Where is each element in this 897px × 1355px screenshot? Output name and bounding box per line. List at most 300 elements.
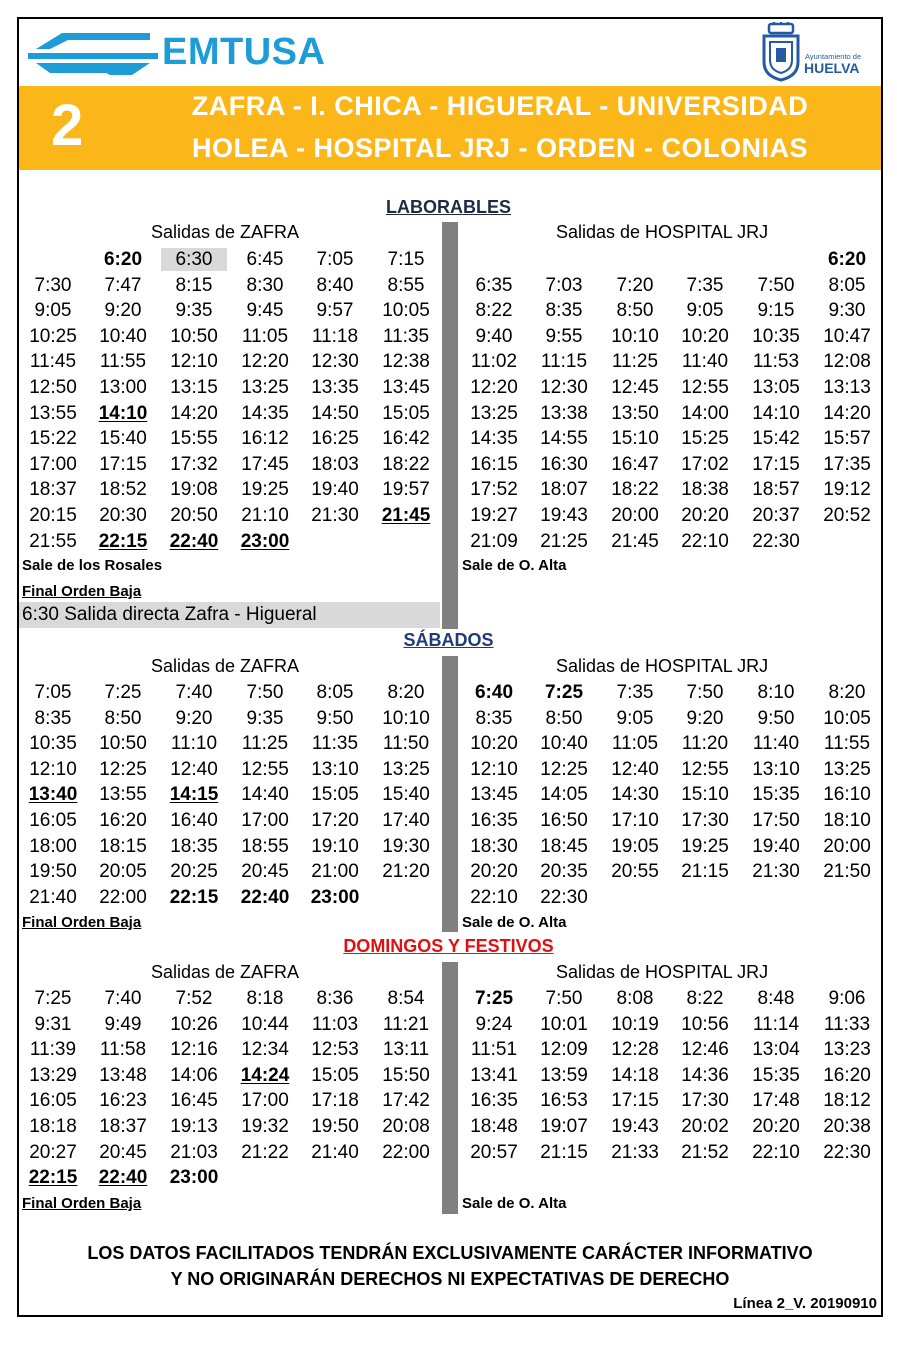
departure-time-zafra: 12:34 — [241, 1039, 289, 1061]
column-divider — [442, 222, 458, 629]
departure-time-hospital: 13:25 — [470, 402, 518, 424]
departure-time-hospital: 10:20 — [681, 325, 729, 347]
departure-time-zafra: 12:40 — [170, 758, 218, 780]
departure-time-hospital: 12:28 — [611, 1039, 659, 1061]
departure-time-hospital: 8:35 — [475, 707, 513, 729]
departure-time-zafra: 8:20 — [387, 682, 425, 703]
departure-time-zafra: 13:55 — [29, 402, 77, 424]
departure-time-hospital: 13:41 — [470, 1064, 518, 1086]
departure-time-zafra: 7:52 — [175, 988, 213, 1009]
departure-time-hospital: 12:55 — [681, 758, 729, 780]
section-title-sabados: SÁBADOS — [403, 630, 494, 650]
departure-time-hospital: 7:50 — [545, 988, 583, 1009]
departure-time-zafra: 13:00 — [99, 377, 147, 398]
note-sale-o-alta: Sale de O. Alta — [462, 914, 567, 931]
departure-time-hospital: 12:40 — [611, 758, 659, 780]
departure-time-hospital: 8:22 — [475, 300, 513, 322]
departure-time-zafra: 18:52 — [99, 479, 147, 501]
departure-time-zafra: 20:30 — [99, 505, 147, 526]
departure-time-hospital: 21:33 — [611, 1141, 659, 1163]
departure-time-hospital: 14:18 — [611, 1064, 659, 1086]
departure-time-hospital: 12:46 — [681, 1039, 729, 1061]
departure-time-hospital: 16:35 — [470, 810, 518, 831]
departure-time-zafra: 17:40 — [382, 810, 430, 831]
departure-time-hospital: 9:05 — [686, 300, 724, 322]
departure-time-hospital: 13:05 — [752, 377, 800, 398]
version-label: Línea 2_V. 20190910 — [733, 1295, 877, 1312]
departure-time-zafra: 19:30 — [382, 835, 430, 857]
departure-time-hospital: 14:20 — [823, 402, 871, 424]
departure-time-zafra: 16:42 — [382, 428, 430, 450]
departure-time-hospital: 12:09 — [540, 1039, 588, 1061]
departure-time-zafra: 18:00 — [29, 835, 77, 857]
departure-time-hospital: 18:12 — [823, 1090, 871, 1112]
departure-time-hospital: 17:10 — [611, 810, 659, 831]
departure-time-zafra: 20:15 — [29, 505, 77, 526]
departure-time-hospital: 12:08 — [823, 351, 871, 373]
departure-time-hospital: 20:20 — [681, 505, 729, 526]
departure-time-zafra: 12:50 — [29, 377, 77, 398]
departure-time-zafra: 16:05 — [29, 1090, 77, 1112]
note-sale-o-alta: Sale de O. Alta — [462, 1195, 567, 1212]
direction-label-zafra: Salidas de ZAFRA — [151, 222, 300, 242]
departure-time-zafra: 19:40 — [311, 479, 359, 501]
departure-time-zafra: 10:44 — [241, 1013, 289, 1035]
departure-time-zafra: 13:55 — [99, 784, 147, 806]
departure-time-hospital: 16:53 — [540, 1090, 588, 1112]
departure-time-hospital: 17:30 — [681, 810, 729, 831]
departure-time-hospital: 11:15 — [540, 351, 588, 373]
departure-time-zafra: 14:20 — [170, 402, 218, 424]
direction-label-zafra: Salidas de ZAFRA — [151, 656, 300, 676]
emtusa-logo — [28, 25, 358, 83]
departure-time-zafra: 16:20 — [99, 810, 147, 831]
direct-service-note — [19, 602, 440, 628]
departure-time-zafra: 8:18 — [246, 988, 284, 1009]
departure-time-zafra: 8:15 — [175, 274, 213, 296]
departure-time-hospital: 8:50 — [545, 707, 583, 729]
departure-time-hospital: 13:25 — [823, 758, 871, 780]
departure-time-hospital: 17:35 — [823, 453, 871, 475]
departure-time-hospital: 22:30 — [823, 1141, 871, 1163]
departure-time-hospital: 19:27 — [470, 505, 518, 526]
departure-time-hospital: 21:45 — [611, 530, 659, 552]
departure-time-zafra: 9:31 — [34, 1013, 72, 1035]
departure-time-zafra: 10:50 — [170, 325, 218, 347]
departure-time-hospital: 18:22 — [611, 479, 659, 501]
departure-time-hospital: 8:05 — [828, 274, 866, 296]
departure-time-hospital: 18:07 — [540, 479, 588, 501]
departure-time-hospital: 7:03 — [545, 274, 583, 296]
departure-time-zafra: 10:10 — [382, 707, 430, 729]
disclaimer — [19, 1240, 881, 1292]
departure-time-zafra: 11:58 — [99, 1039, 147, 1061]
departure-time-zafra: 16:40 — [170, 810, 218, 831]
departure-time-zafra: 13:15 — [170, 377, 218, 398]
departure-time-zafra: 8:54 — [387, 988, 425, 1009]
departure-time-hospital: 13:23 — [823, 1039, 871, 1061]
departure-time-hospital: 10:40 — [540, 733, 588, 755]
departure-time-zafra: 12:55 — [241, 758, 289, 780]
departure-time-zafra: 13:11 — [382, 1039, 430, 1061]
direct-service-text: 6:30 Salida directa Zafra - Higueral — [22, 604, 317, 625]
departure-time-zafra: 10:25 — [29, 325, 77, 347]
departure-time-hospital: 12:45 — [611, 377, 659, 398]
departure-time-hospital: 11:40 — [752, 733, 800, 755]
departure-time-zafra: 11:55 — [99, 351, 147, 373]
departure-time-hospital: 7:50 — [757, 274, 795, 296]
departure-time-hospital: 11:02 — [470, 351, 518, 373]
departure-time-zafra: 23:00 — [240, 530, 290, 552]
departure-time-hospital: 11:20 — [681, 733, 729, 755]
departure-time-hospital: 19:43 — [540, 505, 588, 526]
departure-time-zafra: 8:50 — [104, 707, 142, 729]
departure-time-zafra: 10:26 — [170, 1013, 218, 1035]
departure-time-hospital: 14:05 — [540, 784, 588, 806]
departure-time-hospital: 20:35 — [540, 861, 588, 883]
departure-time-hospital: 8:10 — [757, 682, 795, 703]
departure-time-hospital: 20:00 — [611, 505, 659, 526]
departure-time-hospital: 19:25 — [681, 835, 729, 857]
departure-time-zafra: 15:55 — [170, 428, 218, 450]
departure-time-hospital: 20:20 — [752, 1116, 800, 1137]
direction-label-hospital: Salidas de HOSPITAL JRJ — [556, 962, 769, 982]
departure-time-hospital: 9:06 — [828, 988, 866, 1009]
departure-time-zafra: 14:50 — [311, 402, 359, 424]
departure-time-hospital: 11:40 — [681, 351, 729, 373]
departure-time-hospital: 9:50 — [757, 707, 795, 729]
departure-time-zafra: 20:27 — [29, 1141, 77, 1163]
departure-time-zafra: 17:20 — [311, 810, 359, 831]
departure-time-zafra: 8:55 — [387, 274, 425, 296]
departure-time-hospital: 10:01 — [540, 1013, 588, 1035]
departure-time-zafra: 8:36 — [316, 988, 354, 1009]
departure-time-hospital: 22:10 — [681, 530, 729, 552]
departure-time-hospital: 16:15 — [470, 453, 518, 475]
departure-time-hospital: 10:10 — [611, 325, 659, 347]
departure-time-hospital: 9:30 — [828, 300, 866, 322]
departure-time-zafra: 22:40 — [240, 886, 290, 908]
departure-time-zafra: 21:30 — [311, 505, 359, 526]
departure-time-zafra: 18:37 — [29, 479, 77, 501]
departure-time-zafra: 13:10 — [311, 758, 359, 780]
departure-time-hospital: 15:57 — [823, 428, 871, 450]
departure-time-zafra: 17:00 — [241, 810, 289, 831]
departure-time-hospital: 20:02 — [681, 1116, 729, 1137]
departure-time-hospital: 9:20 — [686, 707, 724, 729]
departure-time-hospital: 13:45 — [470, 784, 518, 806]
note-sale-rosales: Sale de los Rosales — [22, 557, 163, 574]
departure-time-hospital: 20:52 — [823, 505, 871, 526]
departure-time-hospital: 18:45 — [540, 835, 588, 857]
departure-time-zafra: 21:40 — [311, 1141, 359, 1163]
departure-time-hospital: 10:20 — [470, 733, 518, 755]
departure-time-hospital: 16:20 — [823, 1064, 871, 1086]
departure-time-zafra: 16:23 — [99, 1090, 147, 1112]
departure-time-hospital: 19:40 — [752, 835, 800, 857]
departure-time-hospital: 21:15 — [681, 861, 729, 883]
departure-time-zafra: 11:35 — [311, 733, 359, 755]
departure-time-hospital: 21:30 — [752, 861, 800, 883]
departure-time-hospital: 8:48 — [757, 988, 795, 1009]
departure-time-hospital: 18:48 — [470, 1116, 518, 1137]
departure-time-zafra: 10:40 — [99, 325, 147, 347]
departure-time-hospital: 18:10 — [823, 810, 871, 831]
departure-time-zafra: 18:37 — [99, 1116, 147, 1137]
departure-time-hospital: 10:19 — [611, 1013, 659, 1035]
departure-time-zafra: 9:57 — [316, 300, 354, 322]
departure-time-hospital: 13:10 — [752, 758, 800, 780]
departure-time-hospital: 22:30 — [540, 886, 588, 908]
departure-time-zafra: 17:15 — [99, 453, 147, 475]
departure-time-zafra: 15:05 — [311, 784, 359, 806]
departure-time-zafra: 7:50 — [246, 682, 284, 703]
departure-time-zafra: 10:35 — [29, 733, 77, 755]
note-final-orden-baja: Final Orden Baja — [22, 583, 142, 600]
departure-time-hospital: 14:36 — [681, 1064, 729, 1086]
departure-time-zafra: 11:03 — [311, 1013, 359, 1035]
departure-time-zafra: 18:35 — [170, 835, 218, 857]
departure-time-hospital: 11:51 — [470, 1039, 518, 1061]
departure-time-zafra: 20:05 — [99, 861, 147, 883]
departure-time-zafra: 20:25 — [170, 861, 218, 883]
departure-time-hospital: 9:55 — [545, 325, 583, 347]
departure-time-zafra: 22:40 — [98, 1167, 148, 1189]
departure-time-zafra: 14:35 — [241, 402, 289, 424]
departure-time-zafra: 13:48 — [99, 1064, 147, 1086]
departure-time-zafra: 9:35 — [246, 707, 284, 729]
column-divider — [442, 962, 458, 1214]
departure-time-zafra: 9:35 — [175, 300, 213, 322]
departure-time-hospital: 17:02 — [681, 453, 729, 475]
note-sale-o-alta: Sale de O. Alta — [462, 557, 567, 574]
departure-time-hospital: 17:30 — [681, 1090, 729, 1112]
departure-time-hospital: 14:10 — [752, 402, 800, 424]
departure-time-hospital: 6:20 — [827, 249, 867, 270]
departure-time-zafra: 12:10 — [29, 758, 77, 780]
brand-name: EMTUSA — [162, 31, 326, 73]
departure-time-zafra: 11:10 — [170, 733, 218, 755]
departure-time-zafra: 14:10 — [98, 402, 148, 424]
departure-time-hospital: 9:15 — [757, 300, 795, 322]
departure-time-hospital: 13:50 — [611, 402, 659, 424]
departure-time-zafra: 18:22 — [382, 453, 430, 475]
departure-time-zafra: 17:45 — [241, 453, 289, 475]
departure-time-zafra: 12:10 — [170, 351, 218, 373]
departure-time-hospital: 21:09 — [470, 530, 518, 552]
departure-time-zafra: 19:08 — [170, 479, 218, 501]
departure-time-hospital: 7:35 — [616, 682, 654, 703]
departure-time-hospital: 16:35 — [470, 1090, 518, 1112]
departure-time-hospital: 19:07 — [540, 1116, 588, 1137]
direction-label-hospital: Salidas de HOSPITAL JRJ — [556, 222, 769, 242]
departure-time-zafra: 13:45 — [382, 377, 430, 398]
departure-time-zafra: 20:45 — [241, 861, 289, 883]
departure-time-zafra: 20:08 — [382, 1116, 430, 1137]
section-title-domingos: DOMINGOS Y FESTIVOS — [343, 936, 554, 956]
departure-time-zafra: 21:10 — [241, 505, 289, 526]
departure-time-zafra: 13:25 — [382, 758, 430, 780]
departure-time-hospital: 9:24 — [475, 1013, 513, 1035]
departure-time-zafra: 21:00 — [311, 861, 359, 883]
departure-time-zafra: 15:22 — [29, 428, 77, 450]
departure-time-zafra: 22:15 — [28, 1167, 78, 1189]
departure-time-hospital: 11:05 — [611, 733, 659, 755]
huelva-crest-icon — [760, 22, 802, 82]
departure-time-hospital: 21:25 — [540, 530, 588, 552]
departure-time-hospital: 16:50 — [540, 810, 588, 831]
note-final-orden-baja: Final Orden Baja — [22, 1195, 142, 1212]
departure-time-hospital: 14:35 — [470, 428, 518, 450]
departure-time-zafra: 21:40 — [29, 886, 77, 908]
ayuntamiento-huelva-logo — [760, 22, 880, 84]
departure-time-zafra: 8:35 — [34, 707, 72, 729]
route-line-1: ZAFRA - I. CHICA - HIGUERAL - UNIVERSIDAD — [191, 91, 809, 121]
departure-time-zafra: 11:39 — [29, 1039, 77, 1061]
departure-time-zafra: 7:05 — [34, 682, 72, 703]
departure-time-zafra: 8:05 — [316, 682, 354, 703]
departure-time-zafra: 21:22 — [241, 1141, 289, 1163]
departure-time-zafra: 11:25 — [241, 733, 289, 755]
departure-time-hospital: 12:55 — [681, 377, 729, 398]
departure-time-zafra: 20:45 — [99, 1141, 147, 1163]
departure-time-hospital: 17:48 — [752, 1090, 800, 1112]
departure-time-zafra: 21:03 — [170, 1141, 218, 1163]
departure-time-zafra: 23:00 — [310, 886, 360, 908]
departure-time-zafra: 12:53 — [311, 1039, 359, 1061]
departure-time-zafra: 22:00 — [382, 1141, 430, 1163]
departure-time-hospital: 18:38 — [681, 479, 729, 501]
departure-time-zafra: 8:40 — [316, 274, 354, 296]
departure-time-zafra: 16:25 — [311, 428, 359, 450]
disclaimer-line-1: LOS DATOS FACILITADOS TENDRÁN EXCLUSIVAMENTE CARÁCTER INFORMATIVO — [87, 1243, 813, 1263]
departure-time-zafra: 17:32 — [170, 453, 218, 475]
departure-time-hospital: 14:30 — [611, 784, 659, 806]
departure-time-hospital: 13:04 — [752, 1039, 800, 1061]
departure-time-hospital: 18:57 — [752, 479, 800, 501]
departure-time-zafra: 9:49 — [104, 1013, 142, 1035]
departure-time-zafra: 18:15 — [99, 835, 147, 857]
departure-time-zafra: 10:50 — [99, 733, 147, 755]
departure-time-zafra: 13:29 — [29, 1064, 77, 1086]
departure-time-zafra: 22:15 — [98, 530, 148, 552]
departure-time-zafra: 23:00 — [169, 1167, 219, 1189]
departure-time-hospital: 19:05 — [611, 835, 659, 857]
departure-time-zafra: 16:05 — [29, 810, 77, 831]
departure-time-hospital: 19:12 — [823, 479, 871, 501]
city-hall-small-text: Ayuntamiento de — [805, 52, 862, 61]
departure-time-zafra: 11:21 — [382, 1013, 430, 1035]
departure-time-zafra: 6:30 — [161, 248, 227, 271]
departure-time-zafra: 13:25 — [241, 377, 289, 398]
departure-time-hospital: 15:35 — [752, 784, 800, 806]
departure-time-hospital: 7:35 — [686, 274, 724, 296]
departure-time-hospital: 21:50 — [823, 861, 871, 883]
departure-time-hospital: 9:05 — [616, 707, 654, 729]
departure-time-hospital: 17:50 — [752, 810, 800, 831]
departure-time-zafra: 22:00 — [99, 886, 147, 908]
departure-time-zafra: 11:45 — [29, 351, 77, 373]
departure-time-hospital: 15:35 — [752, 1064, 800, 1086]
departure-time-zafra: 7:15 — [387, 249, 425, 270]
departure-time-hospital: 10:47 — [823, 325, 871, 347]
departure-time-hospital: 20:20 — [470, 861, 518, 883]
departure-time-zafra: 18:03 — [311, 453, 359, 475]
departure-time-hospital: 15:25 — [681, 428, 729, 450]
departure-time-zafra: 14:40 — [241, 784, 289, 806]
departure-time-zafra: 12:38 — [382, 351, 430, 373]
departure-time-zafra: 12:30 — [311, 351, 359, 373]
departure-time-hospital: 10:56 — [681, 1013, 729, 1035]
departure-time-hospital: 11:33 — [823, 1013, 871, 1035]
departure-time-hospital: 6:40 — [474, 682, 514, 703]
departure-time-zafra: 7:47 — [104, 274, 142, 296]
departure-time-hospital: 17:15 — [611, 1090, 659, 1112]
departure-time-zafra: 21:55 — [29, 530, 77, 552]
departure-time-zafra: 13:40 — [28, 784, 78, 806]
departure-time-zafra: 6:45 — [246, 249, 284, 270]
departure-time-hospital: 9:40 — [475, 325, 513, 347]
departure-time-hospital: 10:35 — [752, 325, 800, 347]
column-divider — [442, 656, 458, 932]
departure-time-hospital: 15:10 — [681, 784, 729, 806]
departure-time-hospital: 17:52 — [470, 479, 518, 501]
departure-time-zafra: 9:05 — [34, 300, 72, 322]
departure-time-hospital: 22:30 — [752, 530, 800, 552]
departure-time-zafra: 19:13 — [170, 1116, 218, 1137]
departure-time-hospital: 16:47 — [611, 453, 659, 475]
city-hall-name: HUELVA — [804, 60, 860, 76]
departure-time-zafra: 15:05 — [311, 1064, 359, 1086]
departure-time-hospital: 21:52 — [681, 1141, 729, 1163]
departure-time-hospital: 7:25 — [474, 988, 514, 1009]
departure-time-zafra: 16:45 — [170, 1090, 218, 1112]
departure-time-hospital: 20:00 — [823, 835, 871, 857]
route-line-2: HOLEA - HOSPITAL JRJ - ORDEN - COLONIAS — [191, 133, 809, 163]
departure-time-zafra: 11:18 — [311, 325, 359, 347]
departure-time-hospital: 8:08 — [616, 988, 654, 1009]
departure-time-zafra: 12:16 — [170, 1039, 218, 1061]
departure-time-zafra: 15:50 — [382, 1064, 430, 1086]
departure-time-hospital: 12:30 — [540, 377, 588, 398]
departure-time-zafra: 11:35 — [382, 325, 430, 347]
departure-time-zafra: 19:57 — [382, 479, 430, 501]
departure-time-zafra: 7:05 — [316, 249, 354, 270]
departure-time-zafra: 11:05 — [241, 325, 289, 347]
direction-label-hospital: Salidas de HOSPITAL JRJ — [556, 656, 769, 676]
route-banner — [19, 86, 881, 170]
departure-time-zafra: 10:05 — [382, 300, 430, 322]
departure-time-hospital: 7:50 — [686, 682, 724, 703]
departure-time-hospital: 22:10 — [470, 886, 518, 908]
departure-time-zafra: 17:00 — [241, 1090, 289, 1112]
departure-time-hospital: 12:10 — [470, 758, 518, 780]
departure-time-zafra: 7:40 — [104, 988, 142, 1009]
departure-time-hospital: 7:20 — [616, 274, 654, 296]
departure-time-hospital: 14:00 — [681, 402, 729, 424]
departure-time-hospital: 10:05 — [823, 707, 871, 729]
departure-time-zafra: 7:25 — [104, 682, 142, 703]
departure-time-hospital: 8:20 — [828, 682, 866, 703]
disclaimer-line-2: Y NO ORIGINARÁN DERECHOS NI EXPECTATIVAS DE DERECHO — [170, 1269, 730, 1289]
direction-label-zafra: Salidas de ZAFRA — [151, 962, 300, 982]
departure-time-hospital: 13:38 — [540, 402, 588, 424]
departure-time-zafra: 7:30 — [34, 274, 72, 296]
departure-time-zafra: 21:20 — [382, 861, 430, 883]
departure-time-hospital: 20:55 — [611, 861, 659, 883]
departure-time-hospital: 15:10 — [611, 428, 659, 450]
departure-time-zafra: 17:00 — [29, 453, 77, 475]
